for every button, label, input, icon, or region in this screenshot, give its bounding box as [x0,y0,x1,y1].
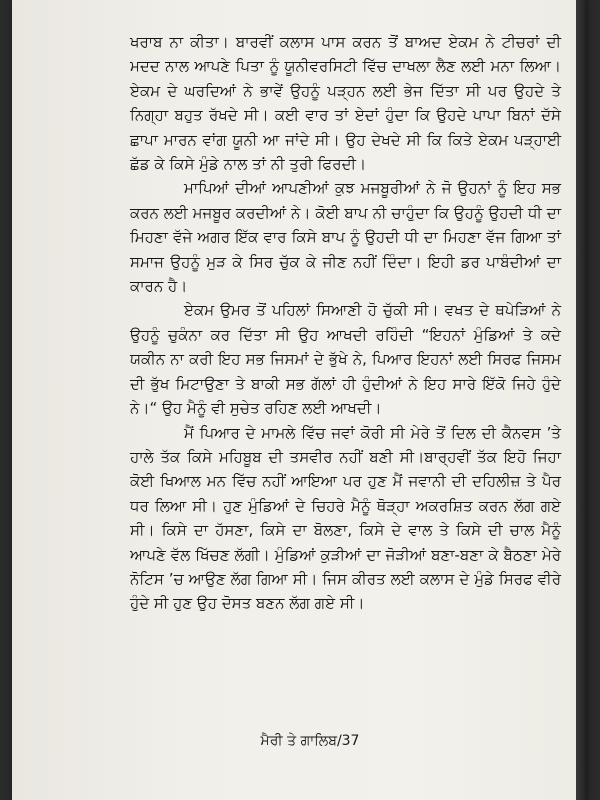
book-spine-edge [576,0,588,800]
page-footer [0,733,600,749]
paragraph-1: ਖਰਾਬ ਨਾ ਕੀਤਾ। ਬਾਰਵੀਂ ਕਲਾਸ ਪਾਸ ਕਰਨ ਤੋਂ ਬਾਅਦ ਏਕਮ ਨੇ ਟੀਚਰਾਂ ਦੀ ਮਦਦ ਨਾਲ ਆਪਣੇ ਪਿਤਾ ਨੂੰ ਯੂਨੀਵਰਸਿਟੀ ਵਿੱਚ ਦਾਖਲਾ ਲੈਣ ਲਈ ਮਨਾ ਲਿਆ। ਏਕਮ ਦੇ ਘਰਦਿਆਂ ਨੇ ਭਾਵੇਂ ਉਹਨੂੰ ਪੜ੍ਹਨ ਲਈ ਭੇਜ ਦਿੱਤਾ ਸੀ ਪਰ ਉਹਦੇ ਤੇ ਨਿਗ੍ਹਾ ਬਹੁਤ ਰੱਖਦੇ ਸੀ। ਕਈ ਵਾਰ ਤਾਂ ਏਦਾਂ ਹੁੰਦਾ ਕਿ ਉਹਦੇ ਪਾਪਾ ਬਿਨਾਂ ਦੱਸੇ ਛਾਪਾ ਮਾਰਨ ਵਾਂਗ ਯੂਨੀ ਆ ਜਾਂਦੇ ਸੀ। ਉਹ ਦੇਖਦੇ ਸੀ ਕਿ ਕਿਤੇ ਏਕਮ ਪੜ੍ਹਾਈ ਛੱਡ ਕੇ ਕਿਸੇ ਮੁੰਡੇ ਨਾਲ ਤਾਂ ਨੀ ਤੁਰੀ ਫਿਰਦੀ। [130,33,561,174]
paragraph-2: ਮਾਪਿਆਂ ਦੀਆਂ ਆਪਣੀਆਂ ਕੁਝ ਮਜਬੂਰੀਆਂ ਨੇ ਜੋ ਉਹਨਾਂ ਨੂੰ ਇਹ ਸਭ ਕਰਨ ਲਈ ਮਜਬੂਰ ਕਰਦੀਆਂ ਨੇ। ਕੋਈ ਬਾਪ ਨੀ ਚਾਹੁੰਦਾ ਕਿ ਉਹਨੂੰ ਉਹਦੀ ਧੀ ਦਾ ਮਿਹਣਾ ਵੱਜੇ ਅਗਰ ਇੱਕ ਵਾਰ ਕਿਸੇ ਬਾਪ ਨੂੰ ਉਹਦੀ ਧੀ ਦਾ ਮਿਹਣਾ ਵੱਜ ਗਿਆ ਤਾਂ ਸਮਾਜ ਉਹਨੂੰ ਮੁੜ ਕੇ ਸਿਰ ਚੁੱਕ ਕੇ ਜੀਣ ਨਹੀਂ ਦਿੰਦਾ। ਇਹੀ ਡਰ ਪਾਬੰਦੀਆਂ ਦਾ ਕਾਰਨ ਹੈ। [130,179,561,296]
book-page [12,0,588,800]
paragraph-3: ਏਕਮ ਉਮਰ ਤੋਂ ਪਹਿਲਾਂ ਸਿਆਣੀ ਹੋ ਚੁੱਕੀ ਸੀ। ਵਖਤ ਦੇ ਥਪੇੜਿਆਂ ਨੇ ਉਹਨੂੰ ਚੁਕੰਨਾ ਕਰ ਦਿੱਤਾ ਸੀ ਉਹ ਆਖਦੀ ਰਹਿੰਦੀ “ਇਹਨਾਂ ਮੁੰਡਿਆਂ ਤੇ ਕਦੇ ਯਕੀਨ ਨਾ ਕਰੀ ਇਹ ਸਭ ਜਿਸਮਾਂ ਦੇ ਭੁੱਖੇ ਨੇ, ਪਿਆਰ ਇਹਨਾਂ ਲਈ ਸਿਰਫ ਜਿਸਮ ਦੀ ਭੁੱਖ ਮਿਟਾਉਣਾ ਤੇ ਬਾਕੀ ਸਭ ਗੱਲਾਂ ਹੀ ਹੁੰਦੀਆਂ ਨੇ ਇਹ ਸਾਰੇ ਇੱਕੋ ਜਿਹੇ ਹੁੰਦੇ ਨੇ।“ ਉਹ ਮੈਨੂੰ ਵੀ ਸੁਚੇਤ ਰਹਿਣ ਲਈ ਆਖਦੀ। [130,301,561,418]
body-text [130,30,561,616]
paragraph-4: ਮੈਂ ਪਿਆਰ ਦੇ ਮਾਮਲੇ ਵਿੱਚ ਜਵਾਂ ਕੋਰੀ ਸੀ ਮੇਰੇ ਤੋਂ ਦਿਲ ਦੀ ਕੈਨਵਸ ’ਤੇ ਹਾਲੇ ਤੱਕ ਕਿਸੇ ਮਹਿਬੂਬ ਦੀ ਤਸਵੀਰ ਨਹੀਂ ਬਣੀ ਸੀ।ਬਾਰ੍ਹਵੀਂ ਤੱਕ ਇਹੋ ਜਿਹਾ ਕੋਈ ਖਿਆਲ ਮਨ ਵਿੱਚ ਨਹੀਂ ਆਇਆ ਪਰ ਹੁਣ ਮੈਂ ਜਵਾਨੀ ਦੀ ਦਹਿਲੀਜ਼ ਤੇ ਪੈਰ ਧਰ ਲਿਆ ਸੀ। ਹੁਣ ਮੁੰਡਿਆਂ ਦੇ ਚਿਹਰੇ ਮੈਨੂੰ ਥੋੜ੍ਹਾ ਅਕਰਸ਼ਿਤ ਕਰਨ ਲੱਗ ਗਏ ਸੀ। ਕਿਸੇ ਦਾ ਹੱਸਣਾ, ਕਿਸੇ ਦਾ ਬੋਲਣਾ, ਕਿਸੇ ਦੇ ਵਾਲ ਤੇ ਕਿਸੇ ਦੀ ਚਾਲ ਮੈਨੂੰ ਆਪਣੇ ਵੱਲ ਖਿੱਚਣ ਲੱਗੀ। ਮੁੰਡਿਆਂ ਕੁੜੀਆਂ ਦਾ ਜੋੜੀਆਂ ਬਣਾ-ਬਣਾ ਕੇ ਬੈਠਣਾ ਮੇਰੇ ਨੋਟਿਸ ’ਚ ਆਉਣ ਲੱਗ ਗਿਆ ਸੀ। ਜਿਸ ਕੀਰਤ ਲਈ ਕਲਾਸ ਦੇ ਮੁੰਡੇ ਸਿਰਫ ਵੀਰੇ ਹੁੰਦੇ ਸੀ ਹੁਣ ਉਹ ਦੋਸਤ ਬਣਨ ਲੱਗ ਗਏ ਸੀ। [130,423,561,613]
footer-title-page-number: ਮੈਰੀ ਤੇ ਗਾਲਿਬ/37 [260,733,360,749]
